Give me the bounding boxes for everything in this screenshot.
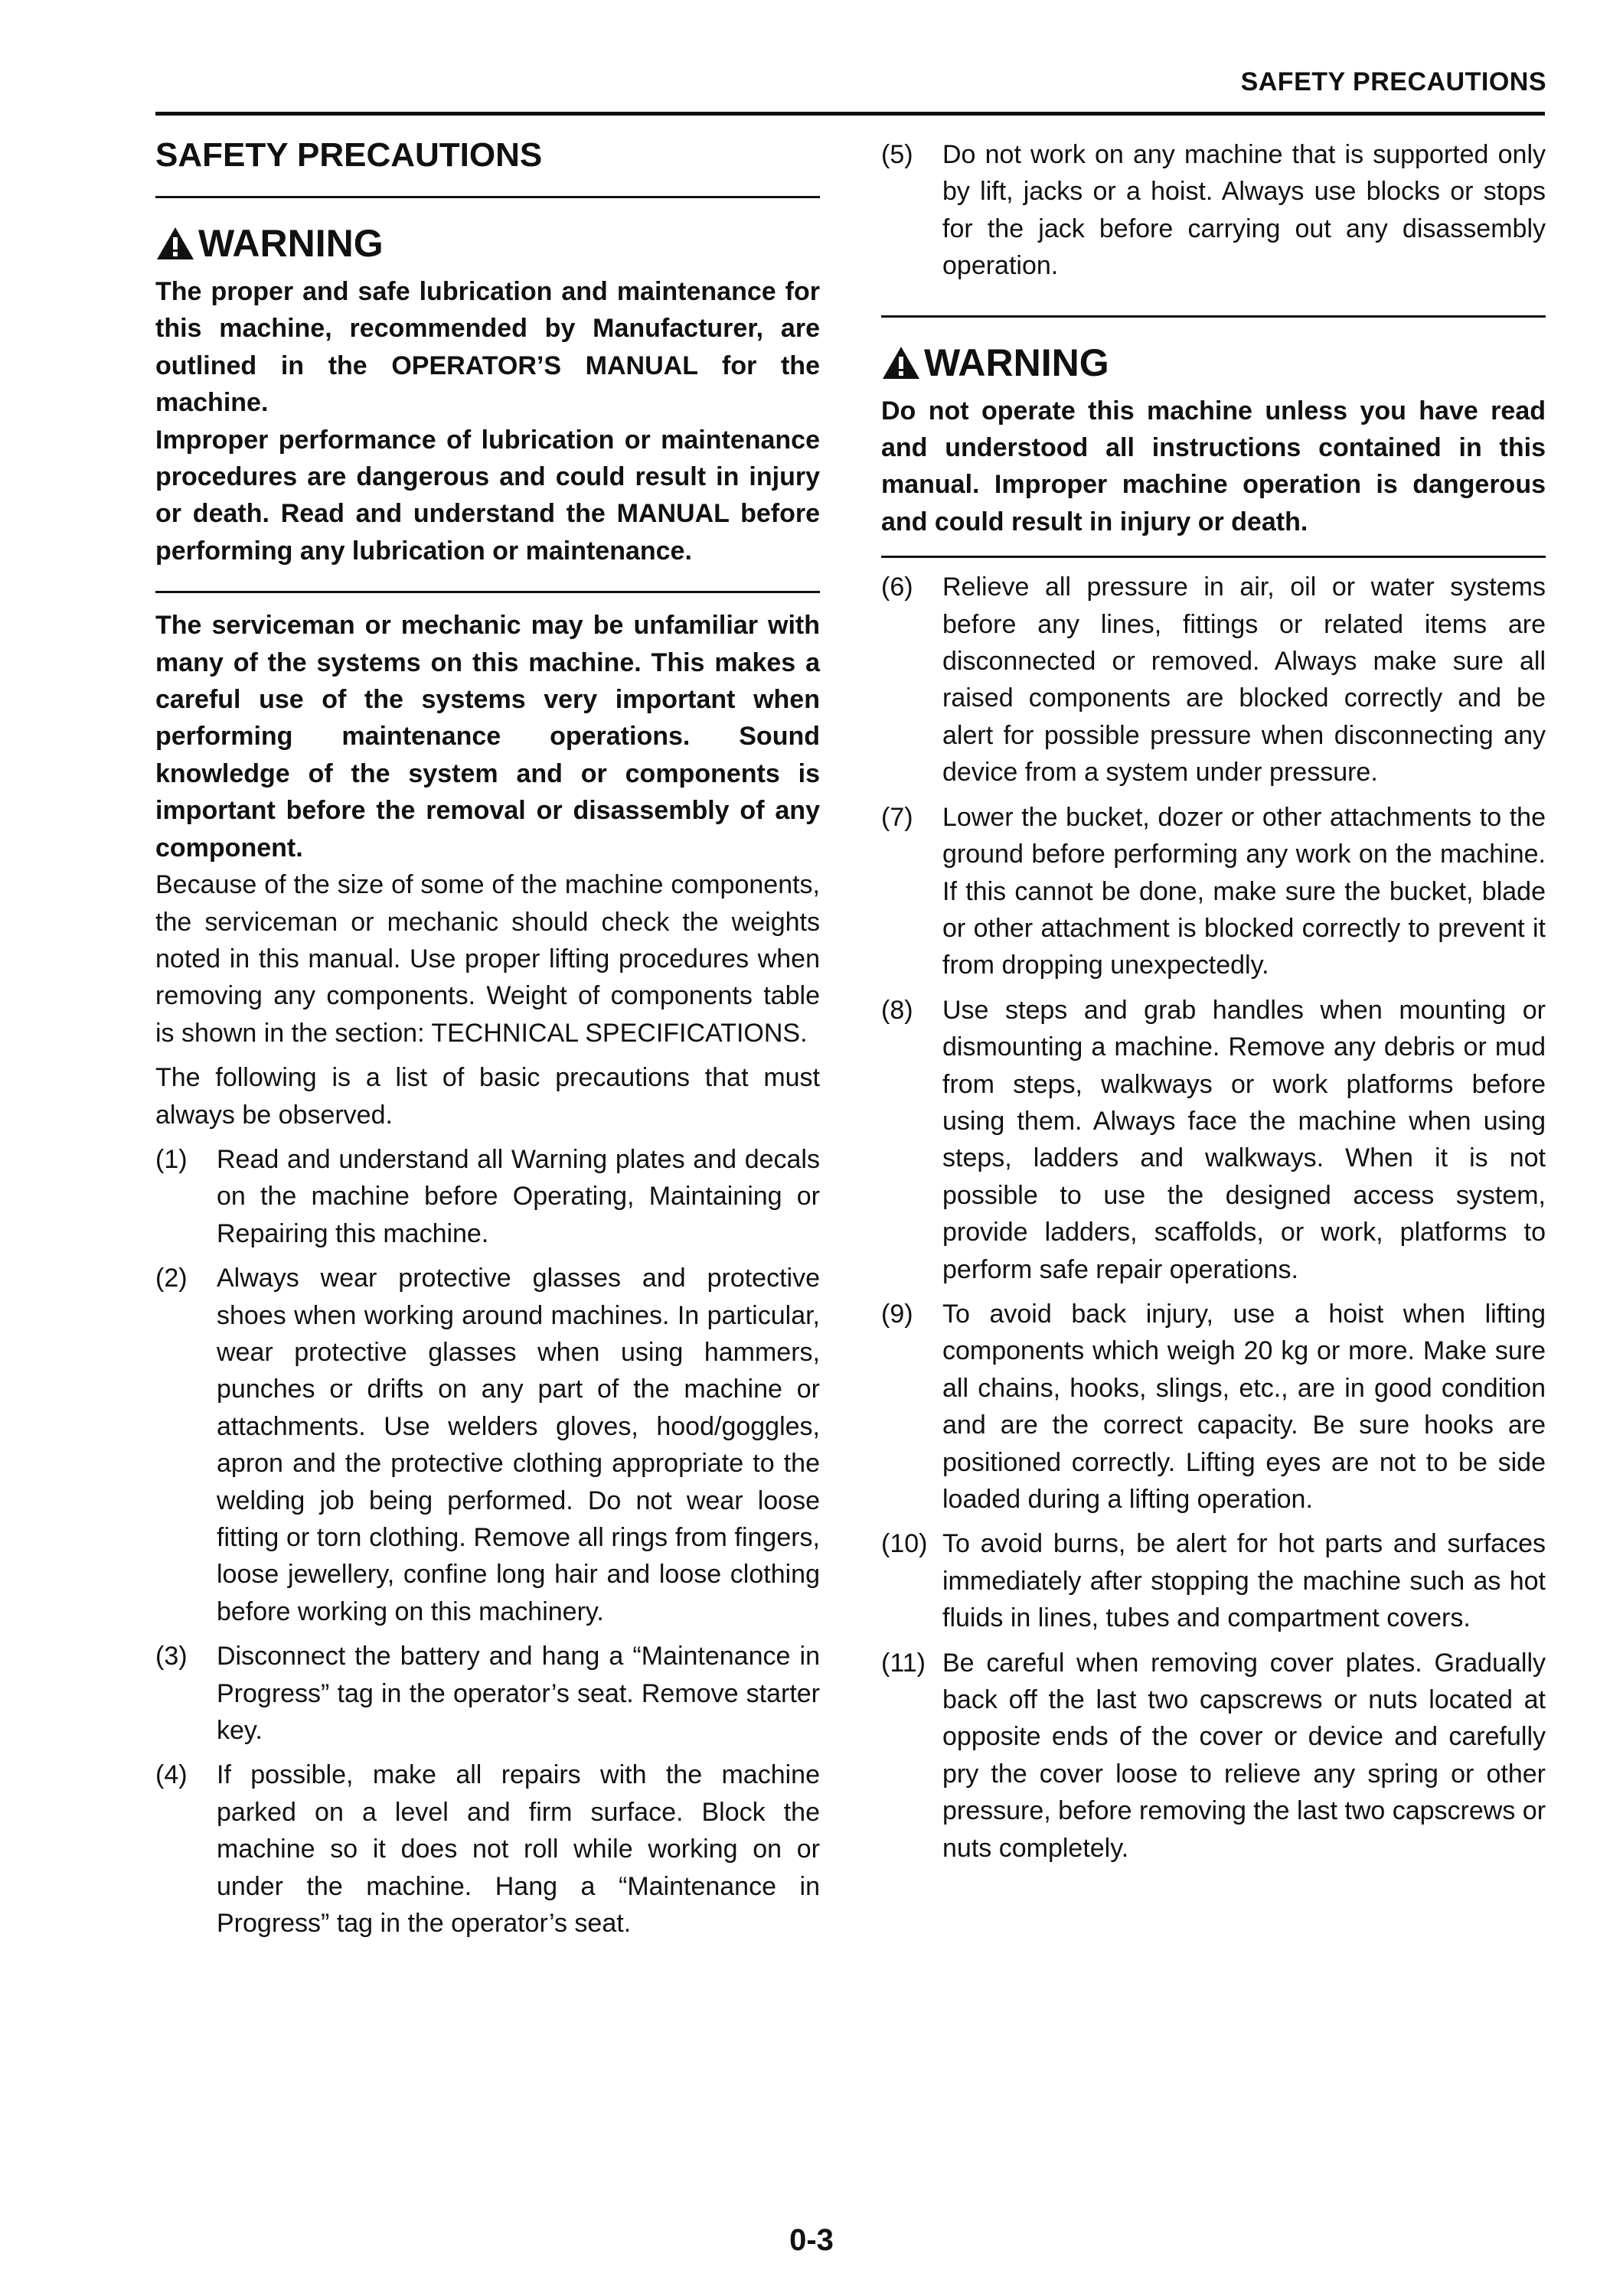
item-text: To avoid burns, be alert for hot parts and surfaces immediately after stopping the machine such as hot fluids in lines, tubes and compartment covers. [942,1529,1546,1633]
item-text: Lower the bucket, dozer or other attachments to the ground before performing any work on the machine. If this cannot be done, make sure the bucket, blade or other attachment is blocked correctly to prevent it from dropping unexpectedly. [942,802,1546,980]
precaution-list [881,136,1546,285]
warning-triangle-icon [881,345,921,380]
item-number: (6) [881,572,913,602]
list-item [881,1525,1546,1636]
running-header: SAFETY PRECAUTIONS [1240,67,1546,96]
left-column [155,129,820,1949]
list-item [155,1260,820,1630]
body-paragraph: The following is a list of basic precautions that must always be observed. [155,1063,820,1130]
item-text: To avoid back injury, use a hoist when lifting components which weigh 20 kg or more. Make sure all chains, hooks, slings, etc., are in good condition and are the correct capacity. Be sure hooks are positioned correctly. Lifting eyes are not to be side loaded during a lifting operation. [942,1299,1546,1514]
right-column [881,129,1546,1874]
list-item [881,569,1546,791]
item-text: Relieve all pressure in air, oil or water systems before any lines, fittings or related items are disconnected or removed. Always make sure all raised components are blocked correctly and be alert for possible pressure when disconnecting any device from a system under pressure. [942,572,1546,788]
warning-triangle-icon [155,226,195,261]
item-number: (1) [155,1144,188,1174]
item-number: (7) [881,802,913,832]
warning-heading [881,341,1546,385]
list-item [155,1756,820,1942]
list-item [881,799,1546,984]
list-item [881,1645,1546,1867]
warning-label: WARNING [924,341,1109,384]
item-text: Disconnect the battery and hang a “Maintenance in Progress” tag in the operator’s seat. Remove starter key. [217,1642,820,1746]
item-text: Do not work on any machine that is supported only by lift, jacks or a hoist. Always use blocks or stops for the jack before carrying out any disassembly operation. [942,140,1546,281]
warning-text: The proper and safe lubrication and maintenance for this machine, recommended by Manufacturer, are outlined in the OPERATOR’S MANUAL for the machine. [155,277,820,418]
notice-text: The serviceman or mechanic may be unfamiliar with many of the systems on this machine. This makes a careful use of the systems very important when performing maintenance operations. Sound knowledge of the system and or components is important before the removal or disassembly of any component. [155,611,820,863]
warning-text: Improper performance of lubrication or maintenance procedures are dangerous and could result in injury or death. Read and understand the MANUAL before performing any lubrication or maintenance. [155,425,820,566]
item-number: (5) [881,140,913,169]
list-item [881,1296,1546,1518]
body-paragraph: Because of the size of some of the machine components, the serviceman or mechanic should check the weights noted in this manual. Use proper lifting procedures when removing any components. Weight of components table is shown in the section: TECHNICAL SPECIFICATIONS. [155,870,820,1048]
warning-label: WARNING [198,222,384,265]
list-item [881,992,1546,1288]
item-text: Always wear protective glasses and protective shoes when working around machines. In particular, wear protective glasses when using hammers, punches or drifts on any part of the machine or attachments. Use welders gloves, hood/goggles, apron and the protective clothing appropriate to the welding job being performed. Do not wear loose fitting or torn clothing. Remove all rings from fingers, loose jewellery, confine long hair and loose clothing before working on this machinery. [217,1264,820,1626]
precaution-list [155,1141,820,1942]
item-number: (9) [881,1299,913,1329]
warning-heading [155,221,820,266]
item-text: Use steps and grab handles when mounting or dismounting a machine. Remove any debris or mud from steps, walkways or work platforms before using them. Always face the machine when using steps, ladders and walkways. When it is not possible to use the designed access system, provide ladders, scaffolds, or work, platforms to perform safe repair operations. [942,995,1546,1284]
warning-text: Do not operate this machine unless you have read and understood all instructions contained in this manual. Improper machine operation is dangerous and could result in injury or death. [881,396,1546,536]
item-number: (3) [155,1642,188,1671]
item-number: (8) [881,995,913,1025]
divider [155,196,820,198]
item-text: Read and understand all Warning plates and decals on the machine before Operating, Maintaining or Repairing this machine. [217,1144,820,1248]
item-text: If possible, make all repairs with the machine parked on a level and firm surface. Block the machine so it does not roll while working on or under the machine. Hang a “Maintenance in Progress” tag in the operator’s seat. [217,1760,820,1939]
item-text: Be careful when removing cover plates. Gradually back off the last two capscrews or nuts located at opposite ends of the cover or device and carefully pry the cover loose to relieve any spring or other pressure, before removing the last two capscrews or nuts completely. [942,1648,1546,1863]
precaution-list [881,569,1546,1867]
section-title: SAFETY PRECAUTIONS [155,136,543,174]
item-number: (4) [155,1760,188,1790]
page-number: 0-3 [789,2223,834,2257]
item-number: (2) [155,1264,188,1293]
item-number: (10) [881,1529,928,1559]
item-number: (11) [881,1648,926,1678]
list-item [155,1638,820,1749]
header-rule [155,112,1545,116]
list-item [155,1141,820,1252]
list-item [881,136,1546,285]
divider [881,315,1546,318]
